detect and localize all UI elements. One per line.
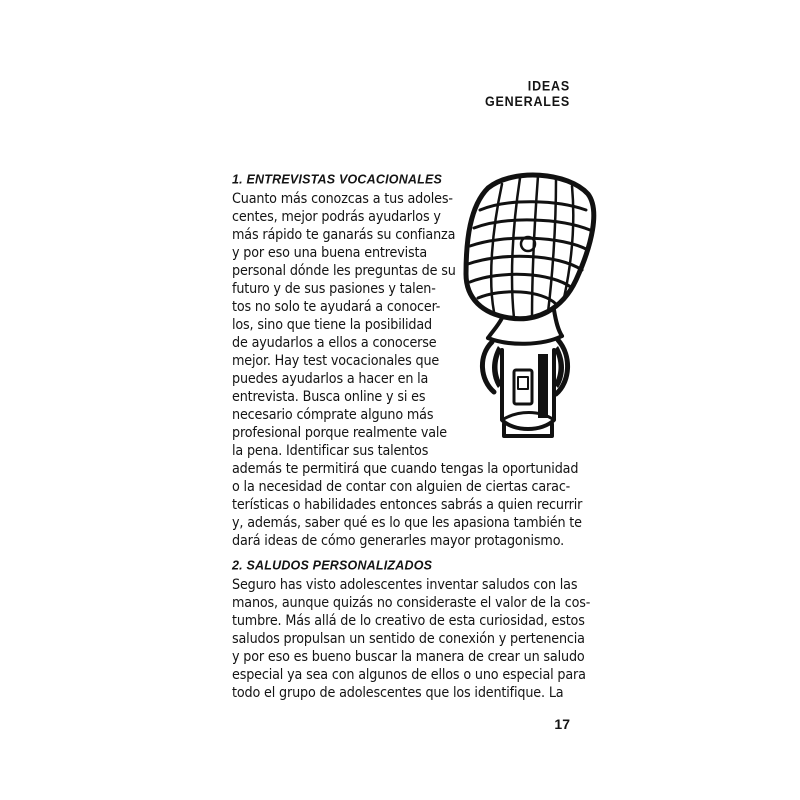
section-1-line: profesional porque realmente vale (232, 425, 447, 441)
section-1-line: necesario cómprate alguno más (232, 407, 434, 423)
section-2-line: especial ya sea con algunos de ellos o uno especial para (232, 667, 586, 683)
section-1-line: dará ideas de cómo generarles mayor protagonismo. (232, 533, 565, 549)
section-1-line: terísticas o habilidades entonces sabrás a quien recurrir (232, 497, 583, 513)
section-1-line: tos no solo te ayudará a conocer- (232, 299, 441, 315)
section-2-title: 2. SALUDOS PERSONALIZADOS (232, 558, 433, 573)
section-1-line: puedes ayudarlos a hacer en la (232, 371, 429, 387)
section-1-line: Cuanto más conozcas a tus adoles- (232, 191, 453, 207)
section-2-line: saludos propulsan un sentido de conexión y pertenencia (232, 631, 585, 647)
section-1-line: y por eso una buena entrevista (232, 245, 428, 261)
running-head: IDEAS GENERALES (485, 78, 570, 110)
section-1-line: y, además, saber qué es lo que les apasiona también te (232, 515, 582, 531)
section-1-line: además te permitirá que cuando tengas la oportunidad (232, 461, 579, 477)
section-1-line: o la necesidad de contar con alguien de ciertas carac- (232, 479, 571, 495)
section-1-title: 1. ENTREVISTAS VOCACIONALES (232, 172, 443, 187)
section-1-line: personal dónde les preguntas de su (232, 263, 456, 279)
page-number: 17 (554, 716, 570, 732)
microphone-illustration (458, 170, 598, 440)
section-2-line: todo el grupo de adolescentes que los identifique. La (232, 685, 564, 701)
section-1-line: mejor. Hay test vocacionales que (232, 353, 440, 369)
section-1-line: la pena. Identificar sus talentos (232, 443, 429, 459)
section-2-line: y por eso es bueno buscar la manera de crear un saludo (232, 649, 585, 665)
section-1-line: de ayudarlos a ellos a conocerse (232, 335, 437, 351)
section-2-line: manos, aunque quizás no consideraste el valor de la cos- (232, 595, 591, 611)
section-2-line: tumbre. Más allá de lo creativo de esta curiosidad, estos (232, 613, 585, 629)
section-1-line: centes, mejor podrás ayudarlos y (232, 209, 441, 225)
section-1-line: los, sino que tiene la posibilidad (232, 317, 432, 333)
section-1-line: futuro y de sus pasiones y talen- (232, 281, 436, 297)
section-1-line: entrevista. Busca online y si es (232, 389, 426, 405)
section-2-line: Seguro has visto adolescentes inventar saludos con las (232, 577, 578, 593)
section-1-line: más rápido te ganarás su confianza (232, 227, 456, 243)
